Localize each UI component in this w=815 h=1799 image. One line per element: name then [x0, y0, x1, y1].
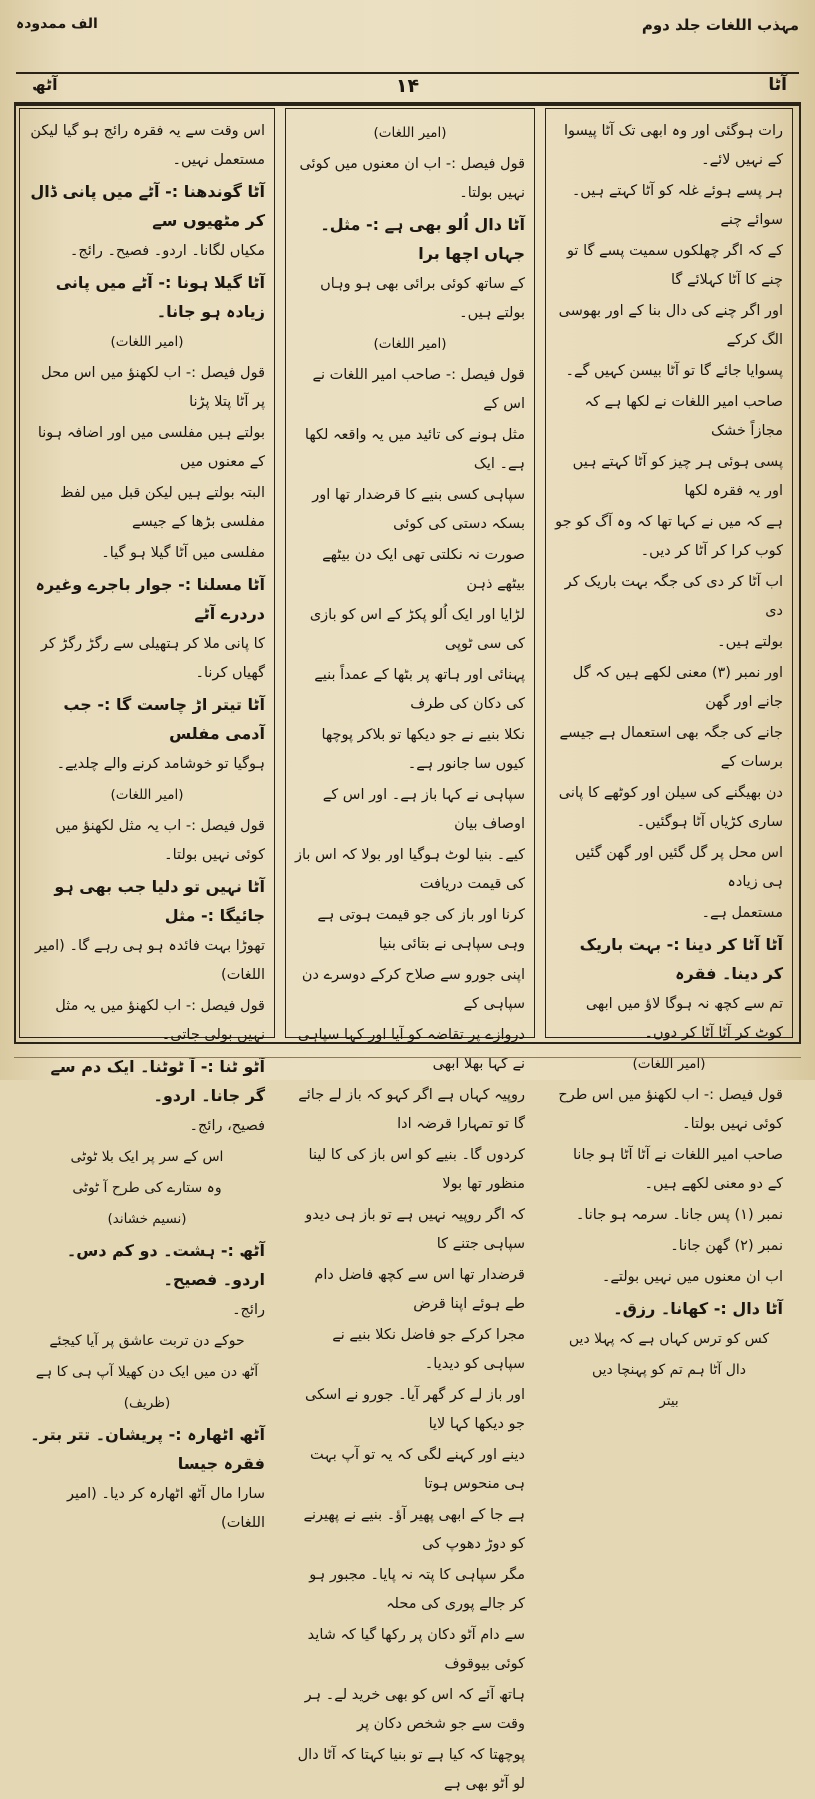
- entry-definition: سارا مال آٹھ اٹھارہ کر دیا۔ (امیر اللغات): [66, 1486, 265, 1531]
- entry-term: آٹا گوندھنا :- آٹے میں پانی ڈال کر مٹھیوں سے: [30, 182, 265, 230]
- final-ruling: البتہ بولتے ہیں لیکن قبل میں لفظ مفلسی بڑھا کے جیسے: [60, 485, 265, 530]
- paragraph: پسوایا جائے گا تو آٹا بیسن کہیں گے۔: [565, 363, 783, 379]
- story-line: اور باز لے کر گھر آیا۔ جورو نے اسکی جو دیکھا کہا لایا: [304, 1387, 525, 1432]
- story-line: قرضدار تھا اس سے کچھ فاضل دام طے ہوئے اپنا قرض: [314, 1267, 525, 1312]
- final-ruling: قول فیصل :- اب یہ مثل لکھنؤ میں کوئی نہیں بولتا۔: [55, 818, 265, 863]
- story-line: لڑایا اور ایک اُلو پکڑ کے اس کو بازی کی سی ٹوپی: [309, 607, 525, 652]
- story-line: ہاتھ آئے کہ اس کو بھی خرید لے۔ ہر وقت سے جو شخص دکان پر: [304, 1687, 525, 1732]
- story-line: مثل ہونے کی تائید میں یہ واقعہ لکھا ہے۔ ایک: [304, 427, 525, 472]
- story-line: ہے جا کے ابھی پھیر آؤ۔ بنیے نے پھیرنے کو دوڑ دھوپ کی: [303, 1507, 525, 1552]
- paragraph: صاحب امیر اللغات نے لکھا ہے کہ مجازاً خشک: [584, 394, 783, 439]
- story-line: اپنی جورو سے صلاح کرکے دوسرے دن سپاہی کے: [301, 967, 525, 1012]
- entry-term: آٹھ اٹھارہ :- پریشان۔ تتر بتر۔ فقرہ جیسا: [30, 1425, 265, 1473]
- entry-term: آٹا دال اُلو بھی ہے :- مثل۔ جہاں اچھا برا: [320, 215, 525, 263]
- story-line: کرنا اور باز کی جو قیمت ہوتی ہے وہی سپاہی نے بتائی بنیا: [317, 907, 525, 952]
- final-ruling: قول فیصل :- اب ان معنوں میں کوئی نہیں بولتا۔: [299, 156, 525, 201]
- source-citation: (امیر اللغات): [110, 787, 184, 803]
- paragraph: جانے کی جگہ بھی استعمال ہے جیسے برسات کے: [559, 725, 783, 770]
- story-line: پہنائی اور ہاتھ پر بٹھا کے عمداً بنیے کی دکان کی طرف: [314, 667, 525, 712]
- source-citation: (امیر اللغات): [373, 336, 447, 352]
- entry-example: تم سے کچھ نہ ہوگا لاؤ میں ابھی کوٹ کر آٹا آٹا کر دوں۔: [585, 996, 783, 1041]
- story-line: مگر سپاہی کا پتہ نہ پایا۔ مجبور ہو کر جالے پوری کی محلہ: [309, 1567, 525, 1612]
- story-line: مجرا کرکے جو فاضل نکلا بنیے نے سپاہی کو دیدیا۔: [332, 1327, 525, 1372]
- column-middle: [285, 108, 535, 1792]
- running-head: [16, 72, 799, 106]
- entry-definition: ہوگیا تو خوشامد کرنے والے چلدیے۔: [56, 756, 265, 772]
- story-line: سپاہی کسی بنیے کا قرضدار تھا اور بسکہ دستی کی کوئی: [312, 487, 525, 532]
- story-line: کیے۔ بنیا لوٹ ہوگیا اور بولا کہ اس باز کی قیمت دریافت: [294, 847, 525, 892]
- verse-author: (نسیم خشاند): [107, 1211, 187, 1227]
- verse-line: وہ ستارے کی طرح آ ٹوٹی: [72, 1180, 222, 1196]
- verse-line: کس کو ترس کہاں ہے کہ پہلا دیں: [568, 1331, 770, 1347]
- page-header: [12, 10, 803, 44]
- story-line: کہ اگر روپیہ نہیں ہے تو باز ہی دیدو سپاہی جتنے کا: [305, 1207, 525, 1252]
- verse-line: حوکے دن تربت عاشق پر آیا کیجئے: [49, 1333, 245, 1349]
- section-title: الف ممدودہ: [16, 16, 98, 32]
- source-citation: (امیر اللغات): [373, 125, 447, 141]
- column-left: [19, 108, 275, 1531]
- story-line: نکلا بنیے نے جو دیکھا تو بلاکر پوچھا کیوں سا جانور ہے۔: [321, 727, 525, 772]
- entry-term: آٹا آٹا کر دینا :- بہت باریک کر دینا۔ فقرہ: [579, 935, 783, 983]
- final-ruling: قول فیصل :- اب لکھنؤ میں اس محل پر آٹا پتلا پڑنا: [41, 365, 265, 410]
- final-ruling: مفلسی میں آٹا گیلا ہو گیا۔: [101, 545, 265, 561]
- entry-definition: رائج۔: [232, 1302, 265, 1318]
- paragraph: اور نمبر (۳) معنی لکھے ہیں کہ گل جانے اور گھن: [572, 665, 783, 710]
- story-line: دینے اور کہنے لگی کہ یہ تو آپ بہت ہی منحوس ہوتا: [310, 1447, 525, 1492]
- paragraph: ہے کہ میں نے کہا تھا کہ وہ آگ کو جو کوب کرا کر آٹا کر دیں۔: [555, 514, 783, 559]
- paragraph: ہر پسے ہوئے غلہ کو آٹا کہتے ہیں۔ سوائے چنے: [571, 183, 783, 228]
- paragraph: اب آٹا کر دی کی جگہ بہت باریک کر دی: [564, 574, 783, 619]
- entry-term: آٹا مسلنا :- جوار باجرے وغیرہ دردرے آٹے: [35, 575, 265, 623]
- entry-term: آٹو ٹنا :- آ ٹوٹنا۔ ایک دم سے گر جانا۔ اردو۔: [50, 1057, 265, 1105]
- book-title: مہذب اللغات جلد دوم: [641, 16, 799, 34]
- entry-term: آٹا نہیں تو دلیا جب بھی ہو جائیگا :- مثل: [54, 877, 265, 925]
- story-line: سے دام آٹو دکان پر رکھا گیا کہ شاید کوئی بیوقوف: [307, 1627, 525, 1672]
- bottom-divider: [14, 1057, 801, 1058]
- page-number: ۱۴: [395, 75, 420, 97]
- column-right: [545, 108, 793, 1409]
- final-ruling: قول فیصل :- صاحب امیر اللغات نے اس کے: [312, 367, 525, 412]
- entry-term: آٹھ :- ہشت۔ دو کم دس۔ اردو۔ فصیح۔: [66, 1241, 265, 1289]
- verse-author: (ظریف): [123, 1395, 171, 1411]
- final-ruling: قول فیصل :- اب لکھنؤ میں یہ مثل نہیں بولی جاتی۔: [55, 998, 265, 1043]
- paragraph: مستعمل ہے۔: [701, 905, 783, 921]
- entry-definition: مکیاں لگانا۔ اردو۔ فصیح۔ رائج۔: [69, 243, 265, 259]
- entry-term: آٹا گیلا ہونا :- آٹے میں پانی زیادہ ہو جانا۔: [55, 273, 265, 321]
- entry-definition: کا پانی ملا کر ہتھیلی سے رگڑ رگڑ کر گھیاں کرنا۔: [40, 636, 265, 681]
- paragraph: صاحب امیر اللغات نے آٹا آٹا ہو جانا کے دو معنی لکھے ہیں۔: [573, 1147, 783, 1192]
- paragraph: اس وقت سے یہ فقرہ رائج ہو گیا لیکن مستعمل نہیں۔: [30, 123, 265, 168]
- first-entry-word: آٹا: [768, 75, 787, 95]
- paragraph: رات ہوگئی اور وہ ابھی تک آٹا پیسوا کے نہیں لائے۔: [563, 123, 783, 168]
- source-citation: (امیر اللغات): [110, 334, 184, 350]
- paragraph: اور اگر چنے کی دال بنا کے اور بھوسی الگ کرکے: [558, 303, 783, 348]
- story-line: دروازے پر تقاضہ کو آیا اور کہا سپاہی نے کہا بھلا ابھی: [297, 1027, 525, 1072]
- paragraph: اب ان معنوں میں نہیں بولتے۔: [601, 1269, 783, 1285]
- numbered-meaning: نمبر (۱) پس جانا۔ سرمہ ہو جانا۔: [575, 1207, 783, 1223]
- entry-definition: کے ساتھ کوئی برائی بھی ہو وہاں بولتے ہیں۔: [320, 276, 525, 321]
- story-line: کردوں گا۔ بنیے کو اس باز کی کا لینا منظور تھا بولا: [308, 1147, 525, 1192]
- source-citation: (امیر اللغات): [632, 1056, 706, 1072]
- verse-line: دال آٹا ہم تم کو پہنچا دیں: [591, 1362, 747, 1378]
- story-line: صورت نہ نکلتی تھی ایک دن بیٹھے بیٹھے ذہن: [322, 547, 525, 592]
- paragraph: اس محل پر گل گئیں اور گھن گئیں ہی زیادہ: [574, 845, 783, 890]
- paragraph: پسی ہوئی ہر چیز کو آٹا کہتے ہیں اور یہ فقرہ لکھا: [572, 454, 783, 499]
- paragraph: بولتے ہیں۔: [717, 634, 783, 650]
- final-ruling: بولتے ہیں مفلسی میں اور اضافہ ہونا کے معنوں میں: [37, 425, 265, 470]
- story-line: سپاہی نے کہا باز ہے۔ اور اس کے اوصاف بیان: [322, 787, 525, 832]
- numbered-meaning: نمبر (۲) گھن جانا۔: [670, 1238, 783, 1254]
- story-line: روپیہ کہاں ہے اگر کہو کہ باز لے جائے گا تو تمہارا قرضہ ادا: [298, 1087, 525, 1132]
- entry-term: آٹا دال :- کھانا۔ رزق۔: [613, 1299, 783, 1318]
- verse-line: اس کے سر پر ایک بلا ٹوٹی: [70, 1149, 224, 1165]
- verse-line: آٹھ دن میں ایک دن کھیلا آپ ہی کا ہے: [35, 1364, 259, 1380]
- last-entry-word: آٹھ: [32, 75, 58, 94]
- verse-author: بیتر: [659, 1393, 679, 1409]
- paragraph: کے کہ اگر چھلکوں سمیت پسے گا تو چنے کا آٹا کہلائے گا: [566, 243, 783, 288]
- entry-term: آٹا تیتر اڑ چاست گا :- جب آدمی مفلس: [63, 695, 265, 743]
- paragraph: دن بھیگنے کی سیلن اور کوٹھے کا پانی ساری کڑیاں آٹا ہوگئیں۔: [558, 785, 783, 830]
- story-line: پوچھتا کہ کیا ہے تو بنیا کہتا کہ آٹا دال لو آٹو بھی ہے: [297, 1747, 525, 1792]
- entry-definition: فصیح، رائج۔: [189, 1118, 265, 1134]
- entry-definition: تھوڑا بہت فائدہ ہو ہی رہے گا۔ (امیر اللغات): [35, 938, 265, 983]
- final-ruling: قول فیصل :- اب لکھنؤ میں اس طرح کوئی نہیں بولتا۔: [558, 1087, 783, 1132]
